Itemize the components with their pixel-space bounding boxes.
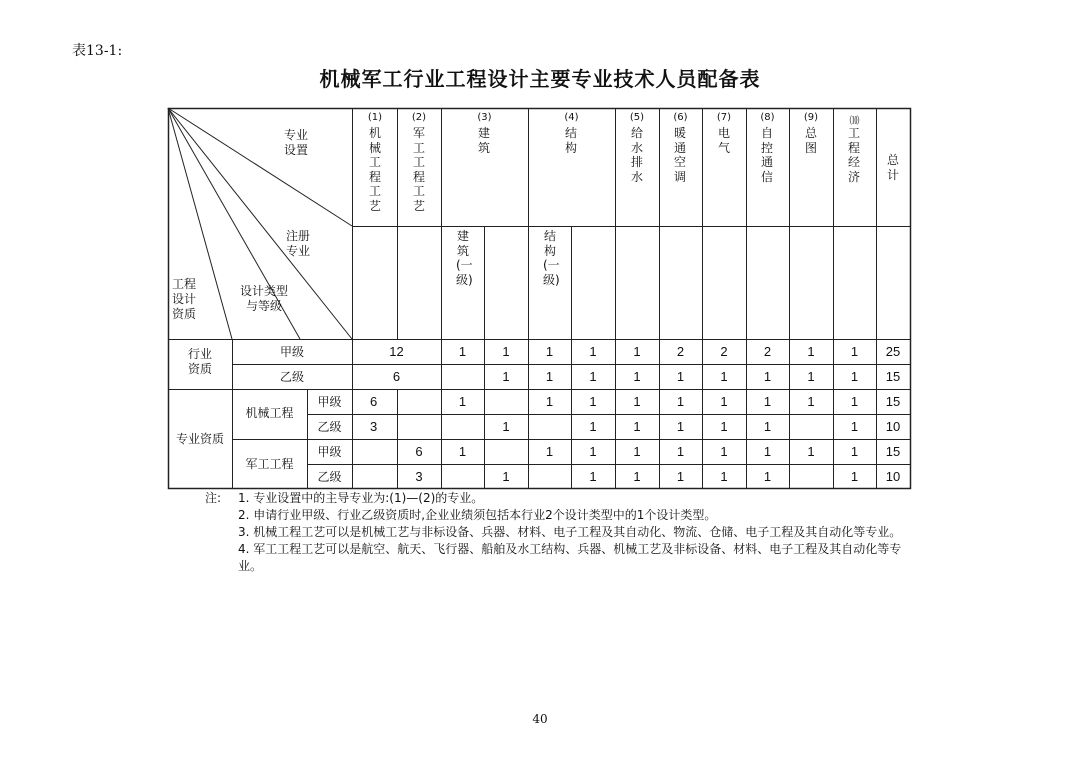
table-cell: 1 xyxy=(850,419,859,434)
grade-label: 甲级 xyxy=(317,445,342,459)
table-cell-total: 10 xyxy=(885,419,901,434)
col-name-7: 电气 xyxy=(717,126,730,155)
col-name-total: 总计 xyxy=(886,153,899,182)
table-cell: 1 xyxy=(633,394,641,409)
table-cell: 12 xyxy=(389,344,404,359)
table-cell: 1 xyxy=(807,444,815,459)
table-cell: 3 xyxy=(370,419,378,434)
header-zhuce-zhuanye: 注册专业 xyxy=(285,229,310,258)
registered-jianzhu: 建筑(一级) xyxy=(456,229,473,287)
table-cell: 1 xyxy=(763,394,772,409)
table-cell: 1 xyxy=(720,444,728,459)
table-cell: 1 xyxy=(676,419,685,434)
table-cell: 1 xyxy=(720,369,728,384)
table-cell: 1 xyxy=(850,369,859,384)
note-item: 3. 机械工程工艺可以是机械工艺与非标设备、兵器、材料、电子工程及其自动化、物流、仓储、电子工程及其自动化等专业。 xyxy=(238,525,902,539)
table-cell: 1 xyxy=(850,469,859,484)
note-item: 1. 专业设置中的主导专业为:(1)—(2)的专业。 xyxy=(238,491,484,505)
col-name-5: 给水排水 xyxy=(630,126,643,184)
table-cell: 1 xyxy=(763,369,772,384)
table-cell: 1 xyxy=(807,394,815,409)
table-cell: 1 xyxy=(676,369,685,384)
header-gongcheng-sheji-zizhi: 工程设计资质 xyxy=(172,277,197,321)
grade-label: 甲级 xyxy=(317,395,342,409)
table-cell: 1 xyxy=(502,369,510,384)
table-cell: 1 xyxy=(720,419,728,434)
table-cell: 1 xyxy=(676,469,685,484)
table-cell: 1 xyxy=(850,444,859,459)
table-cell: 1 xyxy=(676,394,685,409)
col-index-5: (5) xyxy=(629,112,645,123)
col-index-9: (9) xyxy=(803,112,819,123)
table-cell-total: 10 xyxy=(885,469,901,484)
col-index-1: (1) xyxy=(367,112,383,123)
table-cell: 1 xyxy=(633,419,641,434)
grade-label: 乙级 xyxy=(317,470,342,484)
table-cell: 1 xyxy=(633,369,641,384)
table-cell: 1 xyxy=(763,444,772,459)
table-cell: 1 xyxy=(589,469,597,484)
grade-label: 甲级 xyxy=(279,345,304,359)
notes xyxy=(205,490,915,575)
page-title: 机械军工行业工程设计主要专业技术人员配备表 xyxy=(319,67,761,91)
group-jixie: 机械工程 xyxy=(245,406,294,420)
table-cell-total: 15 xyxy=(885,394,901,409)
col-name-8: 自控通信 xyxy=(760,126,773,184)
table-cell: 1 xyxy=(720,394,728,409)
table-cell: 1 xyxy=(763,469,772,484)
table-cell: 2 xyxy=(720,344,728,359)
table-cell: 1 xyxy=(807,369,815,384)
table-cell: 1 xyxy=(502,469,510,484)
note-item: 4. 军工工程工艺可以是航空、航天、飞行器、船舶及水工结构、兵器、机械工艺及非标设备、材料、电子工程及其自动化等专业。 xyxy=(238,542,902,573)
table-cell-total: 25 xyxy=(885,344,901,359)
table-cell: 1 xyxy=(633,469,641,484)
col-index-6: (6) xyxy=(673,112,688,123)
table-cell: 6 xyxy=(370,394,378,409)
table-cell: 6 xyxy=(415,444,423,459)
table-cell: 1 xyxy=(633,444,641,459)
table-cell: 2 xyxy=(676,344,685,359)
table-cell: 1 xyxy=(589,344,597,359)
col-index-4: (4) xyxy=(564,112,579,123)
col-name-3: 建筑 xyxy=(477,126,490,155)
group-hangye: 行业资质 xyxy=(188,347,213,376)
grade-label: 乙级 xyxy=(317,420,342,434)
col-name-2: 军工工程工艺 xyxy=(412,126,425,213)
table-label: 表13-1: xyxy=(72,43,123,59)
table-cell: 1 xyxy=(763,419,772,434)
col-name-10: 工程经济 xyxy=(847,126,860,184)
col-name-9: 总图 xyxy=(804,126,817,155)
col-index-8: (8) xyxy=(760,112,775,123)
table-cell: 1 xyxy=(676,444,685,459)
page-number: 40 xyxy=(532,712,548,726)
registered-jiegou: 结构(一级) xyxy=(543,229,560,287)
table-cell: 1 xyxy=(720,469,728,484)
notes-lead: 注: xyxy=(205,491,222,505)
table-cell: 1 xyxy=(589,444,597,459)
grade-label: 乙级 xyxy=(279,370,304,384)
col-index-7: (7) xyxy=(716,112,732,123)
table-cell: 1 xyxy=(589,369,597,384)
table-cell: 1 xyxy=(458,444,467,459)
col-index-3: (3) xyxy=(477,112,492,123)
col-index-10: ⑽ xyxy=(849,116,860,127)
group-zhuanye: 专业资质 xyxy=(175,432,224,446)
table-cell: 1 xyxy=(545,369,554,384)
header-sheji-leixing: 设计类型与等级 xyxy=(240,284,289,313)
table-cell: 1 xyxy=(502,344,510,359)
col-name-1: 机械工程工艺 xyxy=(368,126,381,213)
group-jungong: 军工工程 xyxy=(245,457,294,471)
table-cell: 1 xyxy=(850,344,859,359)
table-cell: 1 xyxy=(545,344,554,359)
table-cell: 1 xyxy=(458,394,467,409)
note-item: 2. 申请行业甲级、行业乙级资质时,企业业绩须包括本行业2个设计类型中的1个设计类型。 xyxy=(238,508,717,522)
table-cell: 2 xyxy=(763,344,772,359)
col-index-2: (2) xyxy=(411,112,427,123)
header-zhuanye-shezhi: 专业设置 xyxy=(283,128,308,157)
col-name-6: 暖通空调 xyxy=(673,126,686,184)
table-cell: 1 xyxy=(589,394,597,409)
table-cell: 1 xyxy=(589,419,597,434)
table-cell: 1 xyxy=(458,344,467,359)
table-cell: 1 xyxy=(633,344,641,359)
table-cell: 1 xyxy=(502,419,510,434)
table-cell: 1 xyxy=(807,344,815,359)
table-cell-total: 15 xyxy=(885,444,901,459)
table-cell: 3 xyxy=(415,469,423,484)
col-name-4: 结构 xyxy=(564,126,577,155)
table-cell: 6 xyxy=(392,369,401,384)
table-cell-total: 15 xyxy=(885,369,901,384)
table-cell: 1 xyxy=(545,394,554,409)
table-cell: 1 xyxy=(850,394,859,409)
table-cell: 1 xyxy=(545,444,554,459)
